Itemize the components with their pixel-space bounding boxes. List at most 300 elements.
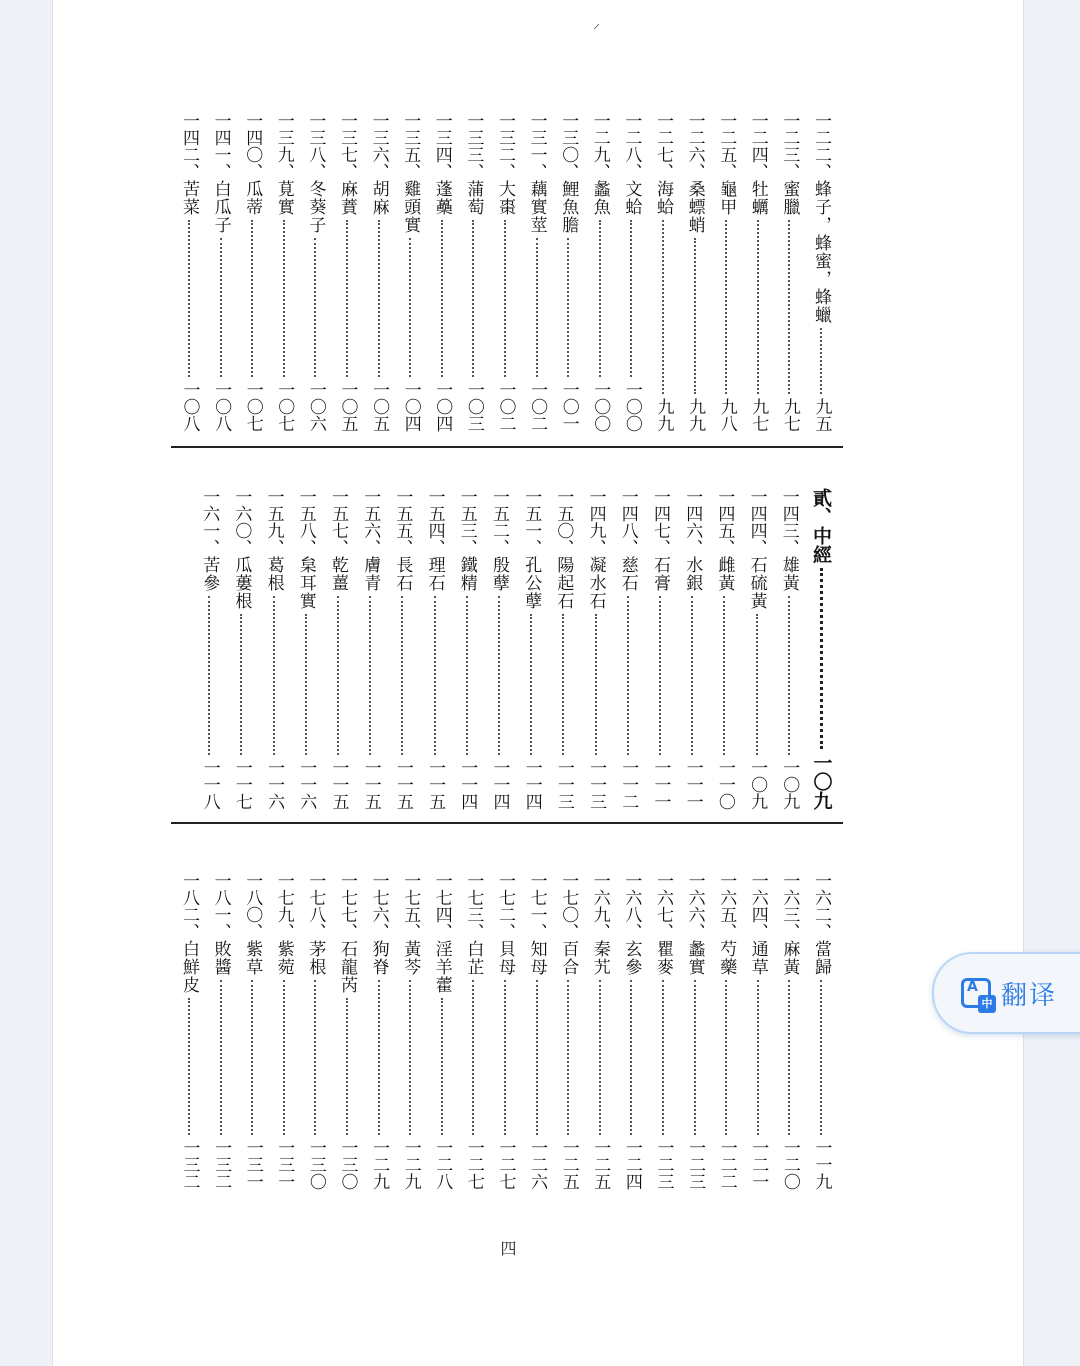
toc-entry-number: 一六一、 [199,488,220,556]
toc-entry-number: 一八二、 [179,872,199,940]
toc-entry-name: 通草 [747,940,768,976]
toc-entry-number: 一八〇、 [242,872,263,940]
toc-entry-number: 一五一、 [521,488,542,556]
toc-entry [428,872,456,1190]
toc-entry [617,112,645,432]
toc-entry-number: 一五五、 [392,488,413,556]
dot-leader [220,238,222,377]
dot-leader [694,238,696,394]
toc-entry-page: 一〇〇 [590,381,611,432]
toc-entry-page: 一二九 [400,1139,421,1190]
toc-section-bottom [53,872,1023,1190]
toc-entry-number: 一五二、 [489,488,509,556]
toc-entry-page: 一二七 [463,1139,484,1190]
toc-entry-number: 一六九、 [589,872,610,940]
toc-entry-number: 一七二、 [495,872,515,940]
toc-entry-number: 一七一、 [526,872,547,940]
toc-entry-page: 一一三 [553,759,574,810]
toc-entry-number: 一六六、 [684,872,705,940]
dot-leader [498,596,500,755]
toc-entry [175,872,203,1190]
toc-entry-page: 一三二 [211,1139,232,1190]
toc-entry [238,872,266,1190]
toc-entry-name: 白芷 [463,940,484,976]
dot-leader [662,220,664,394]
toc-entry-name: 瓜蔞根 [231,556,252,610]
toc-entry [365,872,393,1190]
toc-entry-page: 一〇五 [369,381,390,432]
toc-entry [301,872,329,1190]
toc-entry-number: 一六七、 [653,872,673,940]
toc-entry-name: 敗醬 [210,940,231,976]
scan-speck: ⸝ [593,16,600,32]
toc-entry-number: 一七八、 [305,872,326,940]
dot-leader [240,614,242,755]
dot-leader [251,980,253,1135]
dot-leader [314,980,316,1135]
toc-entry [270,872,298,1190]
toc-entry-number: 一七四、 [431,872,452,940]
dot-leader [283,220,285,377]
toc-entry-number: 一六〇、 [231,488,252,556]
toc-entry-name: 桑螵蛸 [684,180,705,234]
toc-entry [554,112,582,432]
toc-entry-number: 一四九、 [585,488,606,556]
toc-entry-page: 一〇九 [779,759,800,810]
toc-entry [743,488,771,810]
toc-entry-name: 紫草 [242,940,263,976]
toc-entry-name: 芍藥 [716,940,737,976]
toc-entry-number: 一四一、 [210,112,231,180]
dot-leader [694,980,696,1135]
toc-entry [227,488,255,810]
toc-entry [649,872,677,1190]
toc-entry [459,112,487,432]
toc-entry-name: 蠡實 [684,940,705,976]
toc-entry-number: 一四四、 [746,488,767,556]
toc-entry-page: 一二六 [527,1139,548,1190]
dot-leader [595,614,597,755]
toc-entry [523,112,551,432]
toc-entry-number: 一五九、 [263,488,284,556]
toc-entry-page: 一一四 [521,759,542,810]
section-heading-page: 一〇九 [810,753,833,810]
toc-entry-page: 一一九 [811,1139,832,1190]
toc-entry-number: 一二二、 [811,112,831,180]
toc-section-top [53,112,1023,432]
dot-leader [434,596,436,755]
toc-entry-name: 鐵精 [456,556,477,592]
toc-entry-name: 胡麻 [368,180,389,216]
dot-leader [820,328,822,394]
toc-entry [453,488,481,810]
toc-entry-number: 一三五、 [400,112,421,180]
toc-entry-page: 九七 [779,398,800,432]
toc-entry [582,488,610,810]
dot-leader [188,220,190,377]
toc-entry-page: 一一六 [264,759,285,810]
toc-entry [775,488,803,810]
toc-entry-page: 一一〇 [714,759,735,810]
toc-entry-name: 莧實 [273,180,294,216]
dot-leader [369,596,371,755]
toc-entry-name: 白瓜子 [210,180,231,234]
toc-entry-name: 藕實莖 [526,180,547,234]
toc-entry [207,872,235,1190]
toc-entry [333,112,361,432]
toc-entry-name: 麻蕡 [337,180,357,216]
toc-entry-name: 黃芩 [400,940,421,976]
toc-entry-name: 葛根 [263,556,284,592]
toc-entry [744,872,772,1190]
toc-entry-name: 貝母 [495,940,515,976]
toc-entry-page: 一一五 [392,759,413,810]
toc-entry-name: 石膏 [650,556,670,592]
toc-entry-name: 白鮮皮 [179,940,199,994]
dot-leader [630,220,632,377]
toc-entry-name: 石硫黃 [746,556,767,610]
toc-entry [238,112,266,432]
toc-entry [807,872,835,1190]
dot-leader [627,596,629,755]
toc-entry-name: 瞿麥 [653,940,673,976]
toc-entry-number: 一八一、 [210,872,231,940]
dot-leader [273,596,275,755]
dot-leader [567,980,569,1135]
toc-entry-name: 理石 [424,556,445,592]
toc-entry-number: 一二五、 [716,112,737,180]
toc-entry [365,112,393,432]
toc-entry-name: 長石 [392,556,413,592]
toc-entry [333,872,361,1190]
toc-entry-number: 一二六、 [684,112,705,180]
toc-entry-number: 一七七、 [337,872,357,940]
toc-entry [292,488,320,810]
toc-entry-name: 雌黃 [714,556,735,592]
toc-entry-number: 一四二、 [179,112,199,180]
dot-leader [756,614,758,755]
toc-entry-page: 一一四 [489,759,510,810]
toc-entry-number: 一四五、 [714,488,735,556]
toc-entry-name: 凝水石 [585,556,606,610]
dot-leader [820,980,822,1135]
section-divider [171,822,843,824]
toc-entry-number: 一六二、 [811,872,831,940]
toc-entry-number: 一二九、 [589,112,610,180]
dot-leader [725,220,727,394]
toc-entry [207,112,235,432]
toc-entry-page: 一〇九 [747,759,768,810]
toc-entry-page: 一一一 [650,759,671,810]
dot-leader [378,980,380,1135]
dot-leader [662,980,664,1135]
dot-leader [346,220,348,377]
toc-entry-number: 一三三、 [463,112,484,180]
toc-entry [523,872,551,1190]
toc-entry-page: 一二五 [590,1139,611,1190]
toc-entry-page: 一二〇 [779,1139,800,1190]
toc-entry-number: 一二七、 [653,112,673,180]
toc-entry-page: 一一三 [586,759,607,810]
dot-leader [536,980,538,1135]
toc-entry-number: 一四八、 [617,488,638,556]
toc-entry [775,112,803,432]
dot-leader [337,596,339,755]
toc-entry [491,112,519,432]
toc-entry-name: 枲耳實 [295,556,316,610]
toc-entry [270,112,298,432]
toc-entry [356,488,384,810]
toc-entry-name: 蜂子，蜂蜜，蜂蠟 [811,180,831,324]
toc-entry-number: 一三四、 [431,112,452,180]
dot-leader [659,596,661,755]
toc-entry-name: 瓜蒂 [242,180,263,216]
dot-leader [472,220,474,377]
translate-label: 翻译 [1000,980,1057,1011]
toc-entry-page: 一二一 [748,1139,769,1190]
toc-entry-number: 一六八、 [621,872,642,940]
toc-entry-page: 一三一 [274,1139,295,1190]
toc-entry-name: 蓬蘽 [431,180,452,216]
toc-entry-name: 海蛤 [653,180,673,216]
toc-entry-page: 九七 [748,398,769,432]
dot-leader [757,220,759,394]
toc-entry-name: 膚青 [360,556,381,592]
toc-entry [459,872,487,1190]
toc-entry-name: 大棗 [495,180,515,216]
toc-entry-number: 一五七、 [328,488,348,556]
toc-entry [807,112,835,432]
toc-entry-number: 一七五、 [400,872,421,940]
toc-entry-name: 孔公孽 [521,556,542,610]
toc-entry-number: 一三〇、 [558,112,579,180]
dot-leader [820,568,823,749]
toc-entry-page: 一三〇 [337,1139,358,1190]
toc-entry-page: 一〇八 [211,381,232,432]
toc-entry-page: 一〇四 [432,381,453,432]
toc-entry-number: 一五四、 [424,488,445,556]
toc-entry [554,872,582,1190]
toc-entry-name: 玄參 [621,940,642,976]
toc-entry-page: 一三二 [179,1139,200,1190]
toc-entry-page: 一〇六 [305,381,326,432]
toc-entry-page: 一〇五 [337,381,358,432]
dot-leader [630,980,632,1135]
dot-leader [599,220,601,377]
toc-entry-page: 一〇〇 [621,381,642,432]
toc-entry-page: 一〇四 [400,381,421,432]
toc-entry-page: 九八 [716,398,737,432]
toc-entry-name: 陽起石 [553,556,574,610]
toc-entry-page: 一〇七 [242,381,263,432]
toc-entry [324,488,352,810]
toc-entry-name: 蜜臘 [779,180,800,216]
toc-entry-page: 一一一 [682,759,703,810]
toc-entry-page: 一〇二 [495,381,516,432]
toc-entry-name: 慈石 [617,556,638,592]
toc-entry-number: 一二八、 [621,112,642,180]
toc-entry-page: 一一六 [296,759,317,810]
toc-entry-number: 一四三、 [778,488,799,556]
translate-button[interactable] [932,952,1080,1034]
toc-entry-name: 百合 [558,940,579,976]
dot-leader [562,614,564,755]
dot-leader [409,238,411,377]
dot-leader [305,614,307,755]
toc-entry-page: 一二九 [369,1139,390,1190]
toc-entry-page: 一〇一 [558,381,579,432]
toc-entry-name: 狗脊 [368,940,389,976]
dot-leader [504,220,506,377]
toc-entry-number: 一七〇、 [558,872,579,940]
toc-entry [428,112,456,432]
toc-entry-number: 一七三、 [463,872,484,940]
toc-entry-name: 麻黃 [779,940,800,976]
toc-entry-page: 一一五 [425,759,446,810]
dot-leader [788,220,790,394]
toc-entry-name: 鯉魚膽 [558,180,579,234]
toc-entry-name: 牡蠣 [747,180,768,216]
toc-entry [586,872,614,1190]
dot-leader [725,980,727,1135]
dot-leader [314,238,316,377]
toc-entry [744,112,772,432]
toc-entry-page: 一二七 [495,1139,516,1190]
toc-entry-number: 一五三、 [456,488,477,556]
toc-entry-page: 一三〇 [305,1139,326,1190]
dot-leader [378,220,380,377]
toc-entry-page: 一一八 [199,759,220,810]
toc-entry-page: 一一二 [618,759,639,810]
toc-entry-name: 冬葵子 [305,180,326,234]
toc-entry-number: 一五八、 [295,488,316,556]
toc-entry [646,488,674,810]
toc-entry-page: 一二三 [685,1139,706,1190]
dot-leader [567,238,569,377]
toc-entry [175,112,203,432]
dot-leader [441,220,443,377]
toc-entry-number: 一三七、 [337,112,357,180]
toc-entry [517,488,545,810]
toc-entry [396,112,424,432]
toc-entry-number: 一二三、 [779,112,800,180]
toc-entry-number: 一五〇、 [553,488,574,556]
toc-entry-name: 文蛤 [621,180,642,216]
toc-entry-number: 一三二、 [495,112,515,180]
toc-entry [586,112,614,432]
toc-entry-number: 一五六、 [360,488,381,556]
toc-entry-name: 茅根 [305,940,326,976]
section-divider [171,446,843,448]
dot-leader [346,998,348,1135]
toc-entry [681,872,709,1190]
dot-leader [188,998,190,1135]
dot-leader [466,596,468,755]
dot-leader [208,596,210,755]
toc-entry-name: 知母 [526,940,547,976]
toc-entry-page: 一二八 [432,1139,453,1190]
toc-entry-name: 當歸 [811,940,831,976]
dot-leader [472,980,474,1135]
toc-entry-name: 乾薑 [328,556,348,592]
toc-entry-page: 一三一 [242,1139,263,1190]
toc-entry-page: 一一五 [328,759,349,810]
toc-entry-number: 一四〇、 [242,112,263,180]
toc-entry [712,112,740,432]
toc-entry [678,488,706,810]
toc-entry [614,488,642,810]
dot-leader [691,596,693,755]
toc-entry-number: 一二四、 [747,112,768,180]
toc-entry-name: 雄黃 [778,556,799,592]
dot-leader [251,220,253,377]
dot-leader [220,980,222,1135]
toc-entry-page: 九五 [811,398,832,432]
toc-entry-name: 秦艽 [589,940,610,976]
toc-entry [195,488,223,810]
toc-entry-page: 九九 [685,398,706,432]
toc-entry-number: 一三九、 [273,112,294,180]
translate-icon: A 中 [961,978,991,1008]
toc-entry [421,488,449,810]
toc-entry-page: 一〇八 [179,381,200,432]
page-number: 四 [498,1240,517,1256]
toc-entry-name: 苦菜 [179,180,199,216]
dot-leader [723,596,725,755]
toc-entry [710,488,738,810]
toc-entry [649,112,677,432]
dot-leader [788,596,790,755]
toc-entry-number: 一三一、 [526,112,547,180]
toc-entry-number: 一四六、 [682,488,703,556]
toc-entry-name: 雞頭實 [400,180,421,234]
toc-entry-name: 石龍芮 [337,940,357,994]
toc-entry-name: 水銀 [682,556,703,592]
toc-entry-page: 一一七 [231,759,252,810]
dot-leader [283,980,285,1135]
toc-section-middle [53,488,1023,810]
toc-entry [617,872,645,1190]
toc-entry-name: 淫羊藿 [431,940,452,994]
toc-entry-number: 一四七、 [650,488,670,556]
dot-leader [504,980,506,1135]
toc-entry [301,112,329,432]
dot-leader [788,980,790,1135]
toc-entry-number: 一三六、 [368,112,389,180]
toc-entry [681,112,709,432]
toc-entry-name: 紫菀 [273,940,294,976]
toc-entry [260,488,288,810]
dot-leader [599,980,601,1135]
toc-entry-page: 一二二 [716,1139,737,1190]
toc-entry-number: 一六五、 [716,872,737,940]
toc-entry [396,872,424,1190]
toc-entry-name: 苦參 [199,556,220,592]
toc-entry [549,488,577,810]
toc-entry [491,872,519,1190]
dot-leader [757,980,759,1135]
toc-entry-page: 一〇二 [527,381,548,432]
toc-entry-page: 一一四 [457,759,478,810]
toc-entry-page: 一〇三 [463,381,484,432]
toc-entry-number: 一六四、 [747,872,768,940]
toc-entry-number: 一六三、 [779,872,800,940]
toc-entry-number: 一七六、 [368,872,389,940]
toc-entry-page: 九九 [653,398,674,432]
dot-leader [401,596,403,755]
section-heading-label: 貳、中經 [810,488,832,564]
toc-entry [485,488,513,810]
